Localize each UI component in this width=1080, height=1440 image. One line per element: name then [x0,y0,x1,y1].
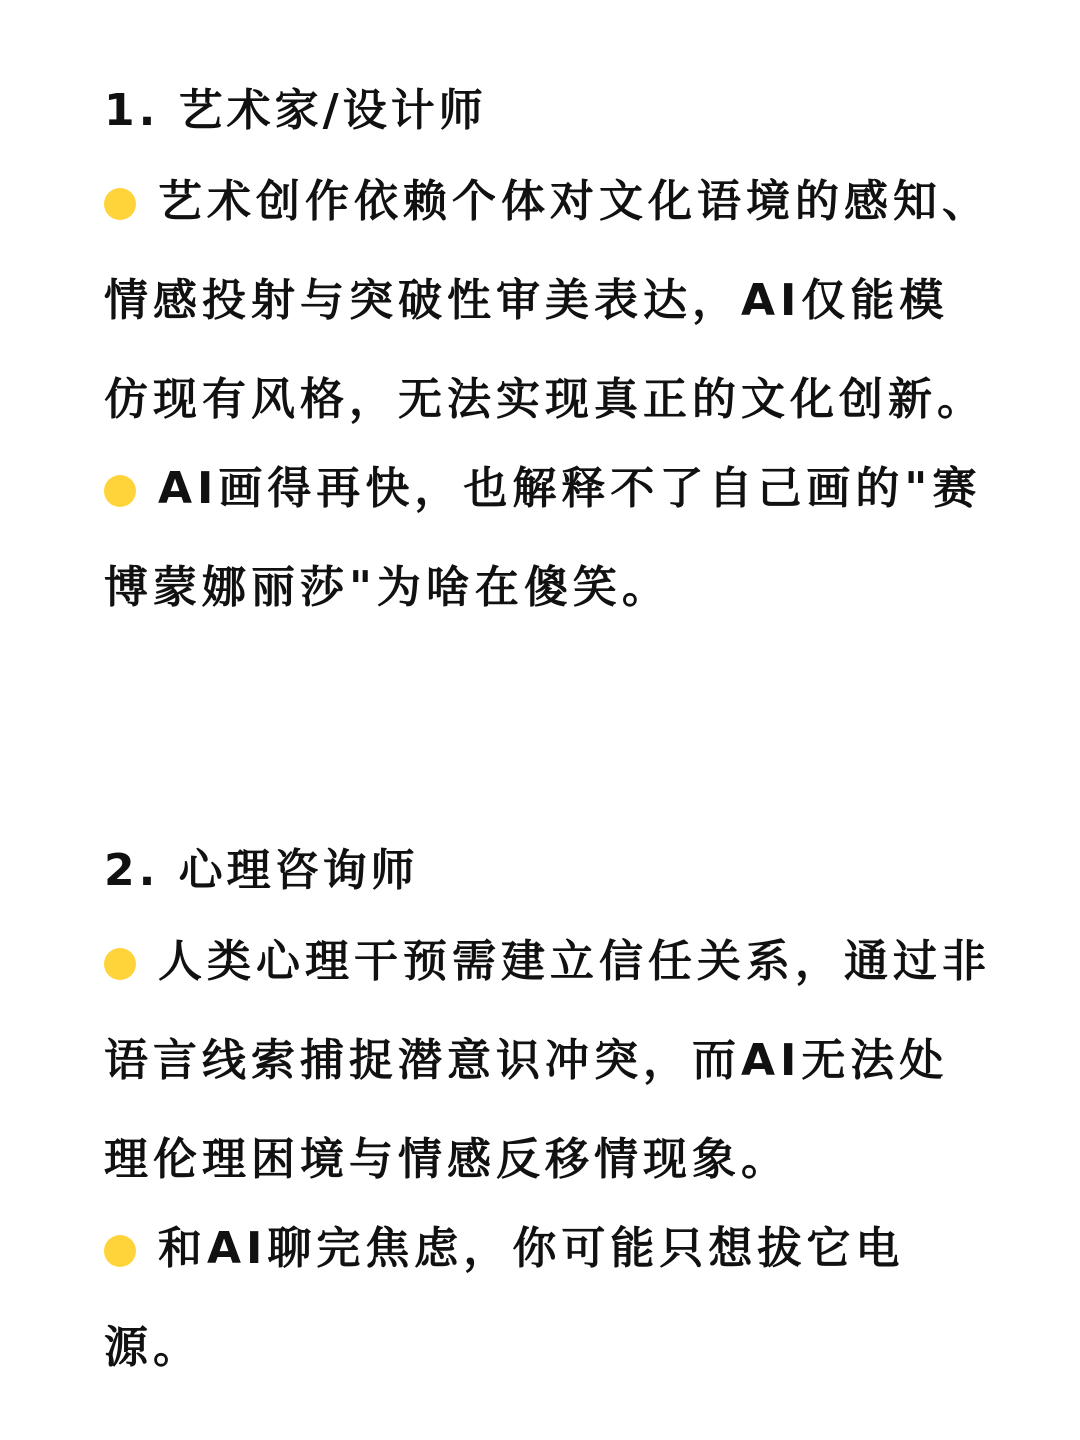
section-heading: 1. 艺术家/设计师 [104,85,487,136]
section-heading: 2. 心理咨询师 [104,845,419,896]
bullet-text: 艺术创作依赖个体对文化语境的感知、情感投射与突破性审美表达，AI仅能模仿现有风格，无法实现真正的文化创新。 [104,176,991,425]
bullet-text: AI画得再快，也解释不了自己画的"赛博蒙娜丽莎"为啥在傻笑。 [104,463,982,613]
bullet-item [104,912,996,1209]
bullet-item [104,439,996,637]
section-counselor [104,838,996,1397]
bullet-item [104,152,996,449]
bullet-dot-icon [104,1235,136,1267]
bullet-dot-icon [104,188,136,220]
section-artist-designer [104,78,996,637]
bullet-text: 和AI聊完焦虑，你可能只想拔它电源。 [104,1223,905,1373]
bullet-item [104,1199,996,1397]
bullet-dot-icon [104,948,136,980]
bullet-text: 人类心理干预需建立信任关系，通过非语言线索捕捉潜意识冲突，而AI无法处理伦理困境与情感反移情现象。 [104,936,991,1185]
bullet-dot-icon [104,475,136,507]
